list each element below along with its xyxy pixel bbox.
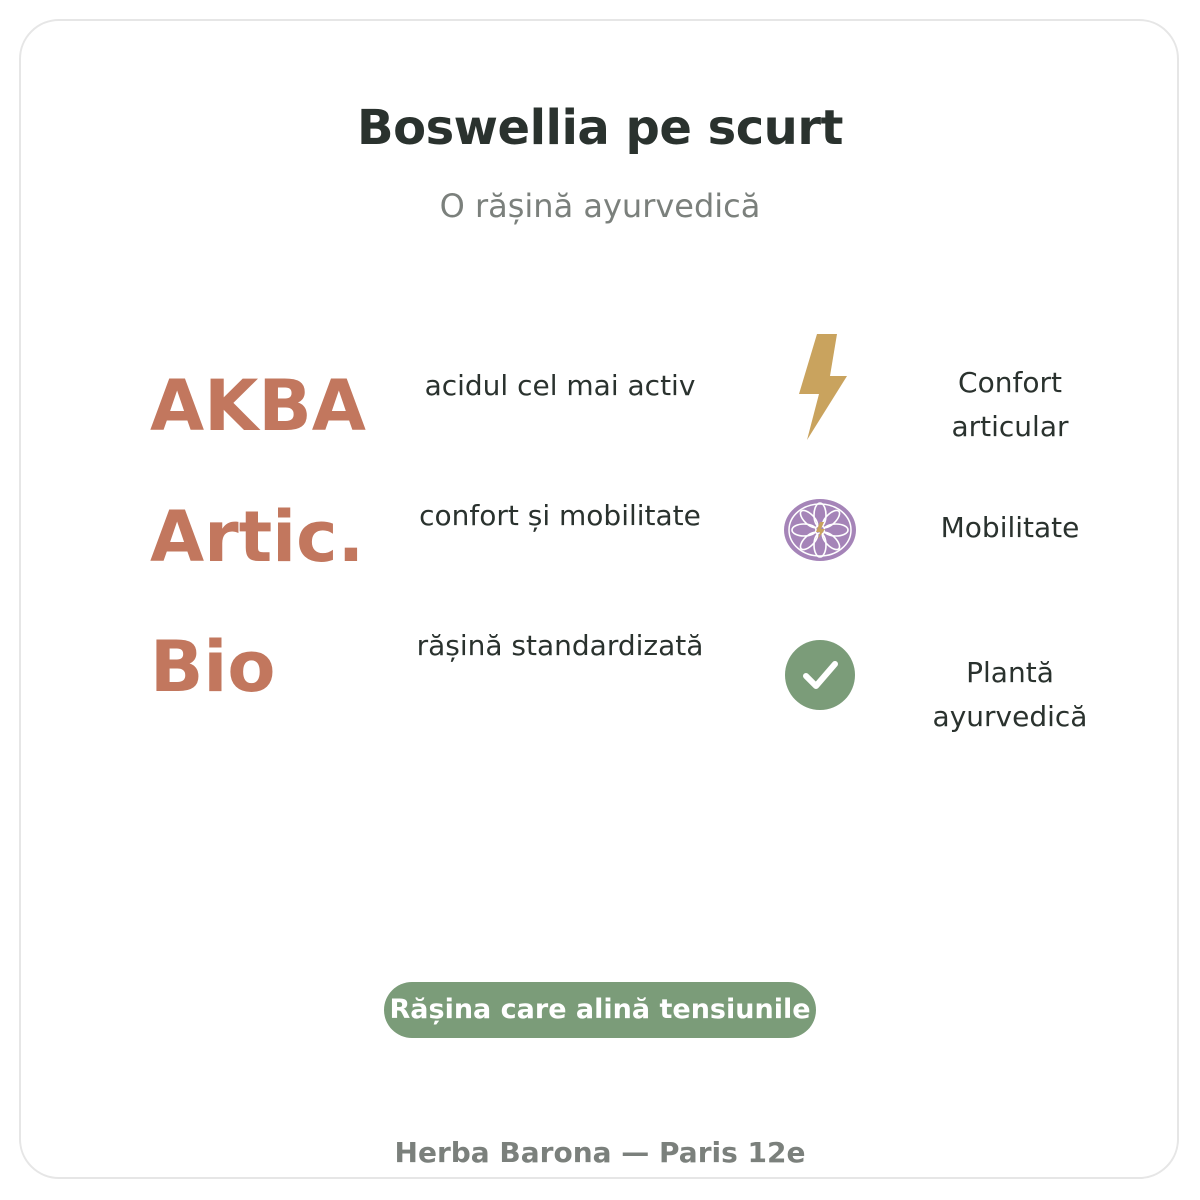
page-title: Boswellia pe scurt	[357, 100, 843, 156]
benefit-line: ayurvedică	[932, 700, 1088, 733]
benefit-line: Confort	[958, 366, 1062, 399]
fact-description-artic: confort și mobilitate	[419, 499, 701, 532]
fact-headline-artic: Artic.	[150, 496, 365, 578]
fact-description-bio: rășină standardizată	[416, 629, 704, 662]
fact-benefit-akba	[920, 361, 1100, 449]
fact-benefit-artic	[920, 506, 1100, 550]
tagline-badge: Rășina care alină tensiunile	[384, 982, 816, 1038]
benefit-line: Mobilitate	[940, 511, 1080, 544]
lightning-icon	[795, 332, 851, 442]
page-subtitle: O rășină ayurvedică	[439, 187, 761, 225]
benefit-line: Plantă	[966, 656, 1054, 689]
check-circle-icon	[784, 639, 856, 711]
benefit-line: articular	[951, 410, 1069, 443]
fact-headline-bio: Bio	[150, 626, 276, 708]
footer-brand: Herba Barona — Paris 12e	[394, 1136, 806, 1169]
mandala-icon	[782, 497, 858, 563]
fact-benefit-bio	[920, 651, 1100, 739]
fact-headline-akba: AKBA	[150, 365, 366, 447]
fact-description-akba: acidul cel mai activ	[424, 369, 696, 402]
